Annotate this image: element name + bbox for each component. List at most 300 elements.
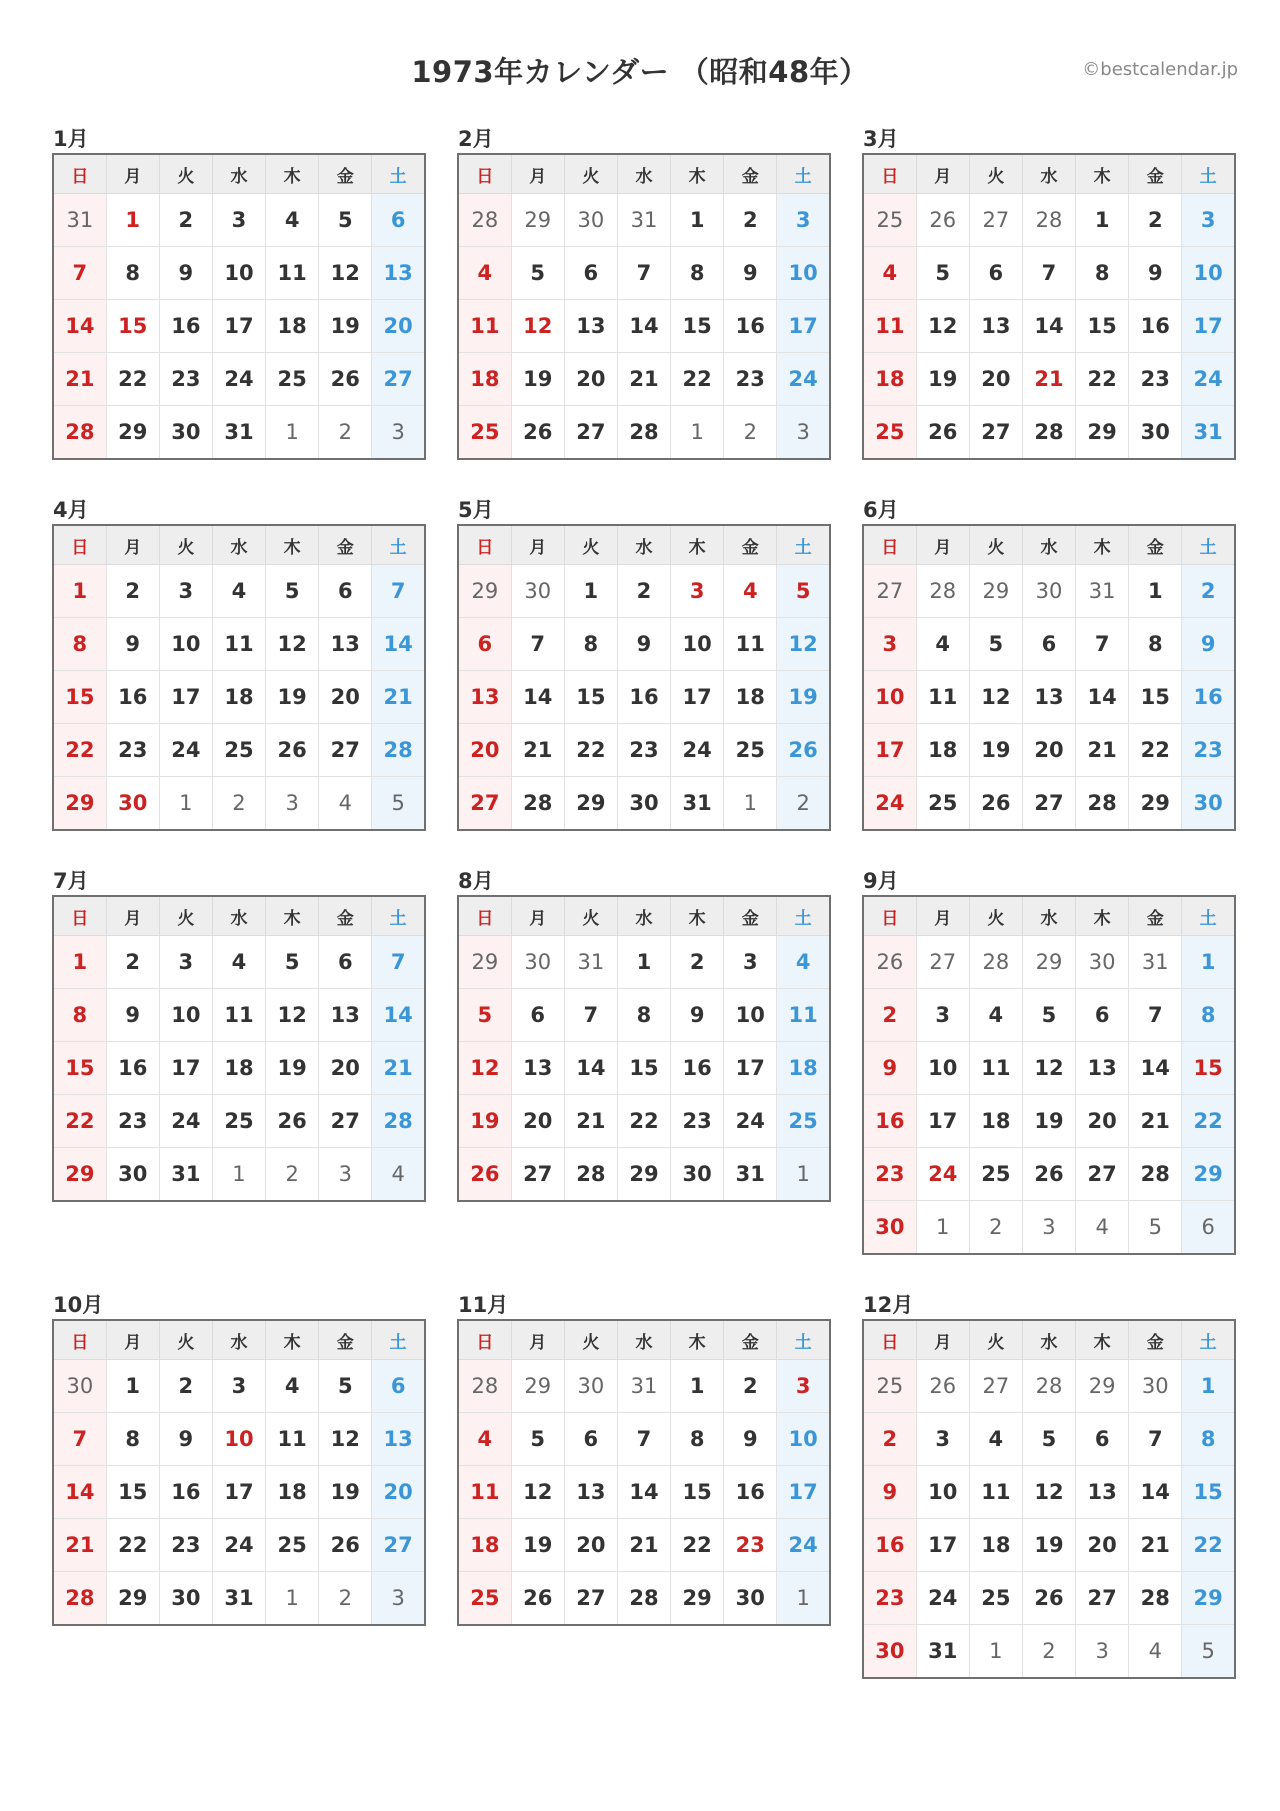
day-cell: 22	[1129, 724, 1182, 777]
month-calendar	[862, 125, 1236, 460]
day-cell: 14	[53, 1466, 106, 1519]
week-row	[53, 1466, 425, 1519]
day-cell: 8	[671, 1413, 724, 1466]
day-cell: 28	[1022, 406, 1075, 460]
month-calendar	[862, 496, 1236, 831]
day-cell: 3	[777, 406, 830, 460]
day-cell: 29	[106, 406, 159, 460]
day-cell: 12	[319, 1413, 372, 1466]
weekday-header: 木	[671, 154, 724, 194]
day-cell: 16	[724, 1466, 777, 1519]
day-cell: 20	[969, 353, 1022, 406]
day-cell: 30	[106, 777, 159, 831]
week-row	[458, 777, 830, 831]
weekday-header-row	[458, 1320, 830, 1360]
day-cell: 25	[458, 1572, 511, 1626]
day-cell: 25	[969, 1572, 1022, 1625]
weekday-header-row	[863, 154, 1235, 194]
week-row	[53, 1148, 425, 1202]
week-row	[863, 989, 1235, 1042]
day-cell: 28	[53, 1572, 106, 1626]
day-cell: 19	[266, 671, 319, 724]
day-cell: 3	[159, 565, 212, 618]
day-cell: 28	[511, 777, 564, 831]
day-cell: 3	[372, 1572, 425, 1626]
day-cell: 29	[1076, 1360, 1129, 1413]
day-cell: 18	[863, 353, 916, 406]
day-cell: 8	[1182, 1413, 1235, 1466]
day-cell: 27	[969, 1360, 1022, 1413]
week-row	[458, 194, 830, 247]
day-cell: 2	[266, 1148, 319, 1202]
week-row	[458, 353, 830, 406]
day-cell: 5	[777, 565, 830, 618]
day-cell: 26	[511, 1572, 564, 1626]
day-cell: 30	[511, 936, 564, 989]
month-calendar	[52, 496, 426, 831]
week-row	[863, 406, 1235, 460]
day-cell: 13	[969, 300, 1022, 353]
day-cell: 18	[969, 1519, 1022, 1572]
day-cell: 3	[1022, 1201, 1075, 1255]
day-cell: 22	[1182, 1095, 1235, 1148]
day-cell: 25	[266, 353, 319, 406]
day-cell: 1	[564, 565, 617, 618]
day-cell: 6	[458, 618, 511, 671]
week-row	[863, 1625, 1235, 1679]
weekday-header: 月	[916, 1320, 969, 1360]
day-cell: 24	[159, 724, 212, 777]
day-cell: 25	[777, 1095, 830, 1148]
month-grid	[52, 153, 426, 460]
month-label: 12月	[863, 1293, 914, 1317]
day-cell: 10	[1182, 247, 1235, 300]
day-cell: 5	[969, 618, 1022, 671]
week-row	[458, 247, 830, 300]
weekday-header: 木	[1076, 896, 1129, 936]
day-cell: 4	[319, 777, 372, 831]
day-cell: 20	[319, 671, 372, 724]
weekday-header: 火	[969, 525, 1022, 565]
weekday-header-row	[863, 1320, 1235, 1360]
day-cell: 25	[212, 1095, 265, 1148]
week-row	[53, 300, 425, 353]
day-cell: 2	[1022, 1625, 1075, 1679]
day-cell: 26	[916, 1360, 969, 1413]
day-cell: 21	[617, 1519, 670, 1572]
week-row	[458, 565, 830, 618]
weekday-header: 金	[724, 154, 777, 194]
day-cell: 18	[266, 300, 319, 353]
day-cell: 22	[53, 724, 106, 777]
week-row	[863, 724, 1235, 777]
day-cell: 11	[724, 618, 777, 671]
week-row	[863, 353, 1235, 406]
day-cell: 30	[863, 1201, 916, 1255]
day-cell: 10	[212, 1413, 265, 1466]
day-cell: 10	[671, 618, 724, 671]
day-cell: 13	[372, 1413, 425, 1466]
weekday-header: 火	[969, 896, 1022, 936]
week-row	[53, 671, 425, 724]
day-cell: 23	[106, 1095, 159, 1148]
weekday-header: 火	[564, 896, 617, 936]
weekday-header: 火	[564, 154, 617, 194]
day-cell: 30	[564, 194, 617, 247]
day-cell: 10	[724, 989, 777, 1042]
day-cell: 8	[53, 618, 106, 671]
day-cell: 24	[916, 1572, 969, 1625]
day-cell: 23	[724, 353, 777, 406]
day-cell: 23	[863, 1572, 916, 1625]
week-row	[458, 618, 830, 671]
day-cell: 3	[916, 1413, 969, 1466]
day-cell: 14	[372, 618, 425, 671]
day-cell: 26	[511, 406, 564, 460]
weekday-header: 木	[1076, 1320, 1129, 1360]
day-cell: 1	[53, 936, 106, 989]
day-cell: 4	[212, 565, 265, 618]
day-cell: 4	[863, 247, 916, 300]
day-cell: 14	[53, 300, 106, 353]
day-cell: 3	[777, 194, 830, 247]
day-cell: 8	[53, 989, 106, 1042]
day-cell: 1	[724, 777, 777, 831]
day-cell: 18	[266, 1466, 319, 1519]
day-cell: 18	[969, 1095, 1022, 1148]
weekday-header: 水	[212, 896, 265, 936]
day-cell: 31	[916, 1625, 969, 1679]
day-cell: 6	[511, 989, 564, 1042]
day-cell: 9	[1129, 247, 1182, 300]
weekday-header: 月	[916, 896, 969, 936]
weekday-header: 日	[53, 896, 106, 936]
day-cell: 19	[511, 353, 564, 406]
day-cell: 23	[159, 1519, 212, 1572]
day-cell: 15	[1129, 671, 1182, 724]
week-row	[863, 618, 1235, 671]
day-cell: 24	[1182, 353, 1235, 406]
month-label: 10月	[53, 1293, 104, 1317]
day-cell: 27	[564, 1572, 617, 1626]
day-cell: 18	[777, 1042, 830, 1095]
weekday-header: 日	[458, 896, 511, 936]
day-cell: 2	[777, 777, 830, 831]
day-cell: 5	[266, 936, 319, 989]
weekday-header: 日	[863, 896, 916, 936]
month-calendar	[52, 125, 426, 460]
day-cell: 2	[724, 406, 777, 460]
day-cell: 9	[617, 618, 670, 671]
day-cell: 11	[777, 989, 830, 1042]
weekday-header: 水	[617, 154, 670, 194]
day-cell: 21	[511, 724, 564, 777]
weekday-header: 月	[511, 1320, 564, 1360]
day-cell: 11	[458, 1466, 511, 1519]
day-cell: 4	[266, 194, 319, 247]
day-cell: 19	[1022, 1095, 1075, 1148]
day-cell: 28	[969, 936, 1022, 989]
day-cell: 4	[266, 1360, 319, 1413]
day-cell: 1	[53, 565, 106, 618]
day-cell: 3	[319, 1148, 372, 1202]
week-row	[458, 1413, 830, 1466]
day-cell: 15	[617, 1042, 670, 1095]
weekday-header: 土	[1182, 525, 1235, 565]
weekday-header: 木	[671, 525, 724, 565]
day-cell: 13	[319, 618, 372, 671]
day-cell: 6	[1076, 989, 1129, 1042]
day-cell: 25	[266, 1519, 319, 1572]
day-cell: 5	[372, 777, 425, 831]
week-row	[458, 1519, 830, 1572]
month-label: 4月	[53, 498, 89, 522]
day-cell: 4	[458, 247, 511, 300]
day-cell: 24	[724, 1095, 777, 1148]
week-row	[458, 671, 830, 724]
day-cell: 22	[106, 353, 159, 406]
day-cell: 15	[1182, 1042, 1235, 1095]
day-cell: 14	[564, 1042, 617, 1095]
day-cell: 28	[617, 1572, 670, 1626]
week-row	[53, 724, 425, 777]
day-cell: 17	[159, 671, 212, 724]
day-cell: 1	[212, 1148, 265, 1202]
day-cell: 4	[212, 936, 265, 989]
weekday-header: 金	[1129, 896, 1182, 936]
day-cell: 29	[1076, 406, 1129, 460]
weekday-header: 日	[863, 154, 916, 194]
day-cell: 14	[1129, 1466, 1182, 1519]
weekday-header-row	[458, 525, 830, 565]
day-cell: 16	[1182, 671, 1235, 724]
day-cell: 21	[1129, 1519, 1182, 1572]
week-row	[53, 1042, 425, 1095]
day-cell: 29	[1022, 936, 1075, 989]
day-cell: 29	[106, 1572, 159, 1626]
day-cell: 30	[511, 565, 564, 618]
day-cell: 19	[266, 1042, 319, 1095]
day-cell: 7	[617, 247, 670, 300]
weekday-header-row	[863, 896, 1235, 936]
day-cell: 29	[511, 1360, 564, 1413]
day-cell: 18	[458, 353, 511, 406]
day-cell: 4	[458, 1413, 511, 1466]
day-cell: 23	[671, 1095, 724, 1148]
day-cell: 28	[458, 1360, 511, 1413]
day-cell: 6	[1076, 1413, 1129, 1466]
day-cell: 11	[969, 1466, 1022, 1519]
weekday-header: 金	[724, 525, 777, 565]
day-cell: 12	[319, 247, 372, 300]
day-cell: 16	[724, 300, 777, 353]
week-row	[863, 565, 1235, 618]
day-cell: 24	[916, 1148, 969, 1201]
week-row	[863, 194, 1235, 247]
day-cell: 15	[106, 300, 159, 353]
day-cell: 6	[319, 936, 372, 989]
day-cell: 6	[372, 1360, 425, 1413]
weekday-header: 土	[372, 525, 425, 565]
day-cell: 31	[564, 936, 617, 989]
weekday-header: 土	[1182, 896, 1235, 936]
weekday-header: 土	[1182, 154, 1235, 194]
day-cell: 21	[1129, 1095, 1182, 1148]
day-cell: 30	[159, 1572, 212, 1626]
day-cell: 21	[617, 353, 670, 406]
day-cell: 7	[1129, 1413, 1182, 1466]
weekday-header: 月	[511, 525, 564, 565]
day-cell: 4	[969, 989, 1022, 1042]
weekday-header: 水	[617, 896, 670, 936]
day-cell: 1	[916, 1201, 969, 1255]
weekday-header-row	[458, 154, 830, 194]
day-cell: 29	[1182, 1572, 1235, 1625]
day-cell: 5	[319, 1360, 372, 1413]
weekday-header: 土	[777, 525, 830, 565]
day-cell: 1	[1182, 936, 1235, 989]
day-cell: 30	[564, 1360, 617, 1413]
day-cell: 10	[777, 1413, 830, 1466]
day-cell: 28	[1129, 1572, 1182, 1625]
day-cell: 3	[212, 194, 265, 247]
day-cell: 31	[1182, 406, 1235, 460]
day-cell: 29	[617, 1148, 670, 1202]
day-cell: 21	[1076, 724, 1129, 777]
day-cell: 31	[159, 1148, 212, 1202]
day-cell: 24	[777, 353, 830, 406]
day-cell: 29	[1182, 1148, 1235, 1201]
day-cell: 31	[212, 1572, 265, 1626]
day-cell: 15	[53, 671, 106, 724]
weekday-header: 火	[159, 896, 212, 936]
day-cell: 1	[159, 777, 212, 831]
day-cell: 2	[1182, 565, 1235, 618]
weekday-header: 木	[671, 1320, 724, 1360]
day-cell: 10	[916, 1042, 969, 1095]
day-cell: 4	[724, 565, 777, 618]
week-row	[53, 247, 425, 300]
day-cell: 8	[564, 618, 617, 671]
day-cell: 22	[617, 1095, 670, 1148]
day-cell: 17	[212, 1466, 265, 1519]
weekday-header: 金	[724, 896, 777, 936]
day-cell: 1	[671, 1360, 724, 1413]
weekday-header: 日	[458, 525, 511, 565]
day-cell: 29	[53, 777, 106, 831]
day-cell: 28	[1129, 1148, 1182, 1201]
day-cell: 20	[511, 1095, 564, 1148]
day-cell: 9	[863, 1042, 916, 1095]
day-cell: 2	[159, 194, 212, 247]
day-cell: 13	[511, 1042, 564, 1095]
day-cell: 26	[266, 1095, 319, 1148]
weekday-header: 月	[106, 1320, 159, 1360]
week-row	[863, 1360, 1235, 1413]
week-row	[863, 777, 1235, 831]
weekday-header: 金	[724, 1320, 777, 1360]
weekday-header: 月	[106, 896, 159, 936]
weekday-header: 日	[53, 1320, 106, 1360]
day-cell: 9	[159, 247, 212, 300]
week-row	[53, 989, 425, 1042]
day-cell: 7	[564, 989, 617, 1042]
day-cell: 21	[372, 1042, 425, 1095]
day-cell: 2	[319, 406, 372, 460]
month-label: 8月	[458, 869, 494, 893]
day-cell: 25	[863, 194, 916, 247]
day-cell: 20	[1076, 1095, 1129, 1148]
day-cell: 7	[1022, 247, 1075, 300]
day-cell: 28	[617, 406, 670, 460]
weekday-header: 月	[916, 154, 969, 194]
day-cell: 12	[266, 618, 319, 671]
day-cell: 21	[1022, 353, 1075, 406]
day-cell: 24	[212, 353, 265, 406]
day-cell: 22	[1182, 1519, 1235, 1572]
day-cell: 14	[617, 1466, 670, 1519]
month-calendar	[457, 867, 831, 1202]
day-cell: 25	[863, 1360, 916, 1413]
day-cell: 27	[319, 1095, 372, 1148]
day-cell: 7	[372, 565, 425, 618]
day-cell: 19	[916, 353, 969, 406]
weekday-header: 木	[266, 525, 319, 565]
weekday-header: 月	[511, 896, 564, 936]
day-cell: 1	[671, 194, 724, 247]
day-cell: 7	[617, 1413, 670, 1466]
day-cell: 2	[724, 194, 777, 247]
weekday-header: 水	[212, 1320, 265, 1360]
day-cell: 10	[159, 618, 212, 671]
day-cell: 5	[916, 247, 969, 300]
day-cell: 23	[617, 724, 670, 777]
day-cell: 1	[1076, 194, 1129, 247]
day-cell: 1	[266, 1572, 319, 1626]
day-cell: 16	[671, 1042, 724, 1095]
month-label: 2月	[458, 127, 494, 151]
month-label: 5月	[458, 498, 494, 522]
day-cell: 6	[564, 247, 617, 300]
day-cell: 23	[1182, 724, 1235, 777]
day-cell: 30	[1182, 777, 1235, 831]
day-cell: 26	[916, 194, 969, 247]
day-cell: 12	[1022, 1466, 1075, 1519]
day-cell: 22	[106, 1519, 159, 1572]
weekday-header: 火	[159, 525, 212, 565]
day-cell: 17	[671, 671, 724, 724]
day-cell: 6	[1022, 618, 1075, 671]
day-cell: 28	[1076, 777, 1129, 831]
weekday-header: 火	[969, 1320, 1022, 1360]
weekday-header-row	[53, 896, 425, 936]
day-cell: 26	[266, 724, 319, 777]
weekday-header-row	[863, 525, 1235, 565]
month-label: 7月	[53, 869, 89, 893]
day-cell: 18	[724, 671, 777, 724]
weekday-header: 金	[319, 154, 372, 194]
day-cell: 28	[53, 406, 106, 460]
day-cell: 30	[53, 1360, 106, 1413]
day-cell: 1	[671, 406, 724, 460]
day-cell: 5	[458, 989, 511, 1042]
day-cell: 9	[671, 989, 724, 1042]
week-row	[53, 406, 425, 460]
day-cell: 6	[319, 565, 372, 618]
day-cell: 21	[53, 1519, 106, 1572]
day-cell: 30	[1129, 1360, 1182, 1413]
week-row	[53, 777, 425, 831]
